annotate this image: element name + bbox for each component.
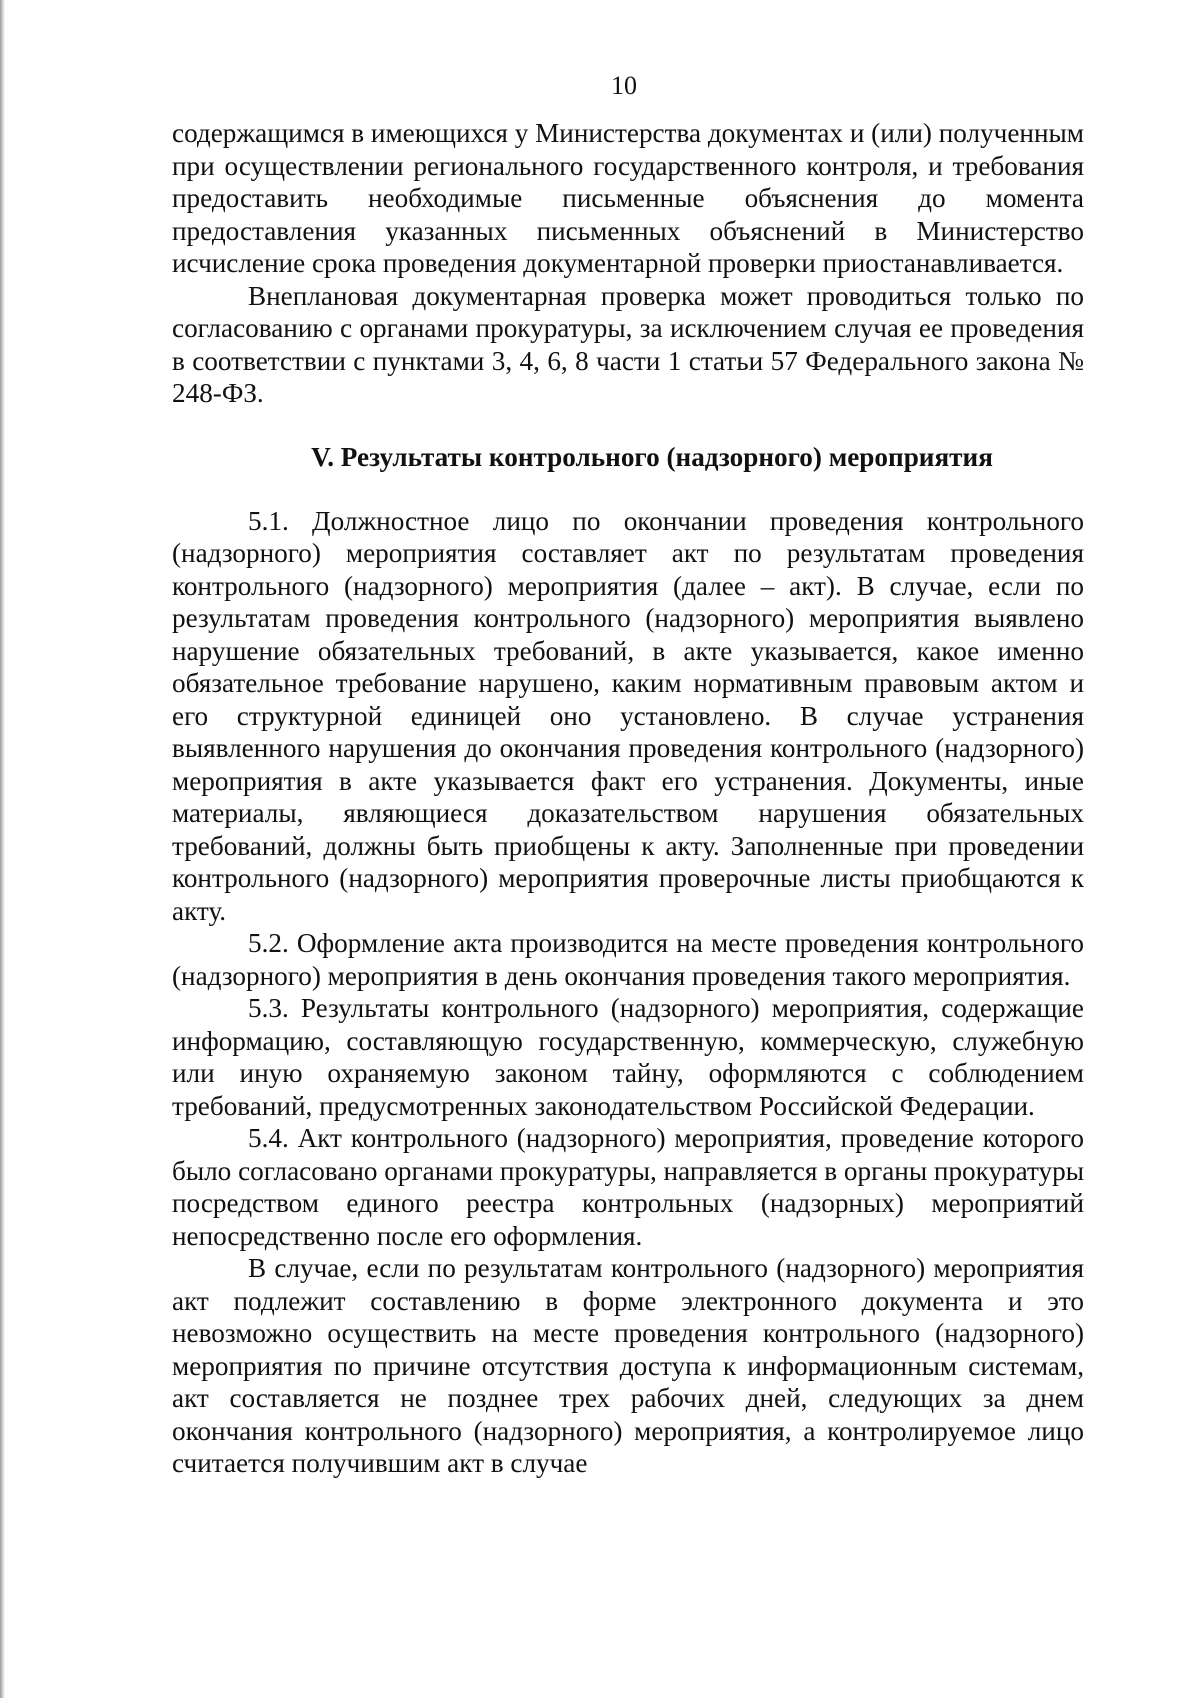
- paragraph-continuation: содержащимся в имеющихся у Министерства документах и (или) полученным при осуществлении регионального государственного контроля, и требования предоставить необходимые письменные объяснения до момента предоставления указанных письменных объяснений в Министерство исчисление срока проведения документарной проверки приостанавливается.: [172, 118, 1084, 278]
- paragraph-5-3: 5.3. Результаты контрольного (надзорного) мероприятия, содержащие информацию, составляющую государственную, коммерческую, служебную или иную охраняемую законом тайну, оформляются с соблюдением требований, предусмотренных законодательством Российской Федерации.: [172, 993, 1084, 1121]
- paragraph-5-2: 5.2. Оформление акта производится на месте проведения контрольного (надзорного) мероприятия в день окончания проведения такого мероприятия.: [172, 928, 1084, 991]
- paragraph-electronic-act: В случае, если по результатам контрольного (надзорного) мероприятия акт подлежит составлению в форме электронного документа и это невозможно осуществить на месте проведения контрольного (надзорного) мероприятия по причине отсутствия доступа к информационным системам, акт составляется не позднее трех рабочих дней, следующих за днем окончания контрольного (надзорного) мероприятия, а контролируемое лицо считается получившим акт в случае: [172, 1253, 1084, 1478]
- section-heading: V. Результаты контрольного (надзорного) мероприятия: [311, 441, 993, 472]
- paragraph-5-4: 5.4. Акт контрольного (надзорного) мероприятия, проведение которого было согласовано органами прокуратуры, направляется в органы прокуратуры посредством единого реестра контрольных (надзорных) мероприятий непосредственно после его оформления.: [172, 1123, 1084, 1251]
- paragraph-unscheduled-check: Внеплановая документарная проверка может проводиться только по согласованию с органами прокуратуры, за исключением случая ее проведения в соответствии с пунктами 3, 4, 6, 8 части 1 статьи 57 Федерального закона № 248-ФЗ.: [172, 280, 1084, 408]
- scan-edge-shadow: [0, 0, 5, 1698]
- page-number: 10: [611, 71, 637, 100]
- paragraph-5-1: 5.1. Должностное лицо по окончании проведения контрольного (надзорного) мероприятия составляет акт по результатам проведения контрольного (надзорного) мероприятия (далее – акт). В случае, если по результатам проведения контрольного (надзорного) мероприятия выявлено нарушение обязательных требований, в акте указывается, какое именно обязательное требование нарушено, каким нормативным правовым актом и его структурной единицей оно установлено. В случае устранения выявленного нарушения до окончания проведения контрольного (надзорного) мероприятия в акте указывается факт его устранения. Документы, иные материалы, являющиеся доказательством нарушения обязательных требований, должны быть приобщены к акту. Заполненные при проведении контрольного (надзорного) мероприятия проверочные листы приобщаются к акту.: [172, 505, 1084, 926]
- document-body: [172, 117, 1084, 1480]
